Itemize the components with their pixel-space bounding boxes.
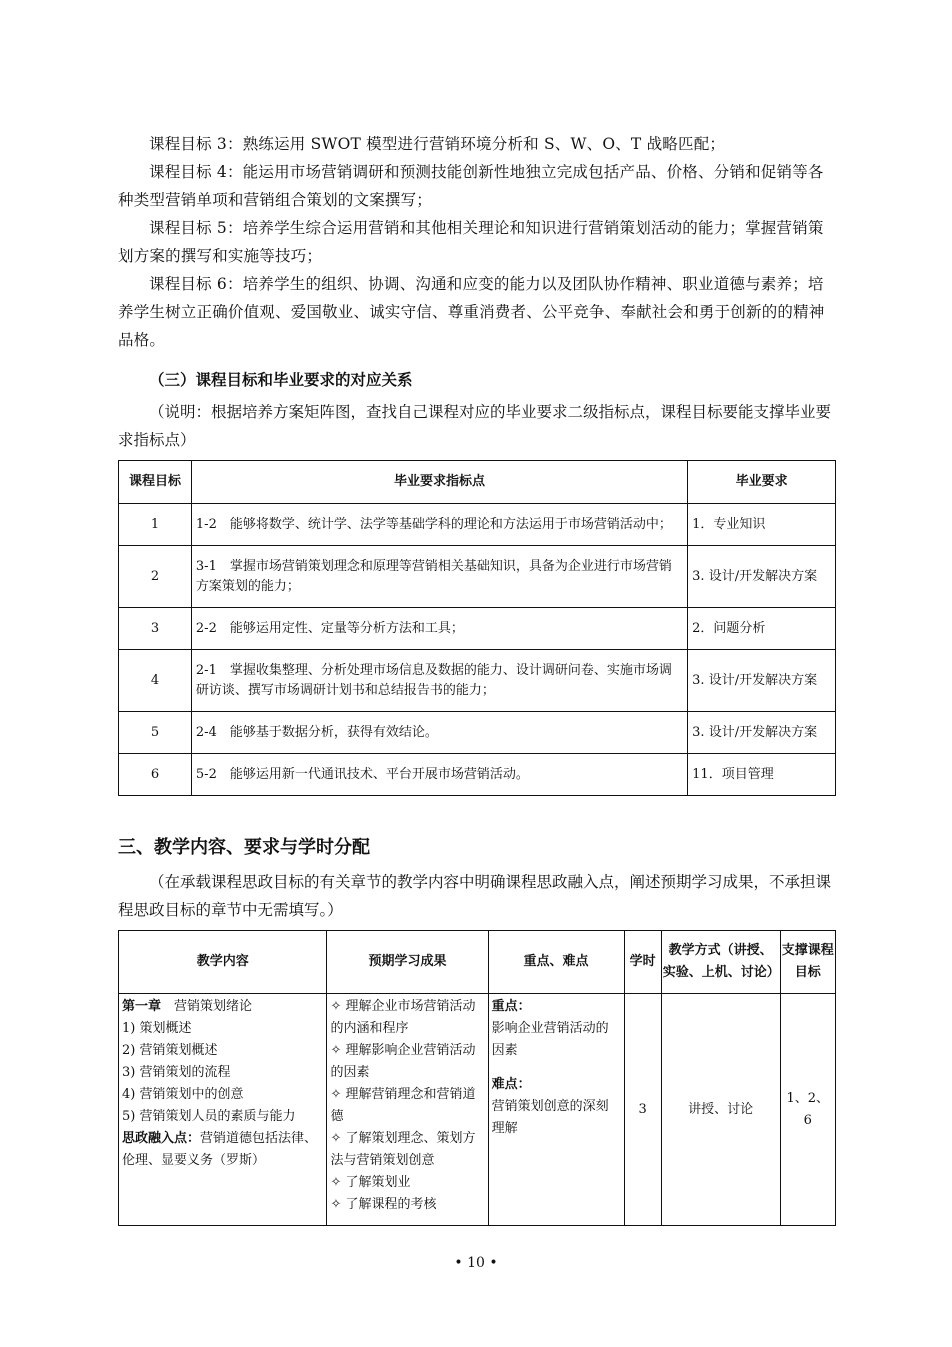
cell-outcomes (327, 994, 488, 1226)
cell-indicator: 2-1 掌握收集整理、分析处理市场信息及数据的能力、设计调研问卷、实施市场调研访谈、撰写市场调研计划书和总结报告书的能力； (191, 650, 687, 712)
header-targets: 支撑课程目标 (780, 931, 835, 994)
table-row (119, 608, 836, 650)
table-row (119, 650, 836, 712)
page-number: • 10 • (454, 1255, 498, 1271)
content-item: 5) 营销策划人员的素质与能力 (122, 1109, 296, 1124)
content-item: 3) 营销策划的流程 (122, 1065, 231, 1080)
content-item: 2) 营销策划概述 (122, 1043, 218, 1058)
outcome-item: ✧ 了解策划业 (330, 1175, 411, 1190)
outcome-item: ✧ 理解营销理念和营销道德 (330, 1087, 476, 1124)
cell-requirement: 11．项目管理 (688, 754, 836, 796)
cell-indicator: 3-1 掌握市场营销策划理念和原理等营销相关基础知识，具备为企业进行市场营销方案策划的能力； (191, 546, 687, 608)
header-outcomes: 预期学习成果 (327, 931, 488, 994)
table-row (119, 504, 836, 546)
cell-requirement: 3. 设计/开发解决方案 (688, 650, 836, 712)
cell-goal: 5 (119, 712, 192, 754)
cell-requirement: 1．专业知识 (688, 504, 836, 546)
difficult-text: 营销策划创意的深刻理解 (491, 1099, 609, 1136)
ideology-label: 思政融入点： (122, 1131, 201, 1146)
content-item: 1) 策划概述 (122, 1021, 192, 1036)
goal-requirement-table (118, 460, 836, 796)
cell-key-points (488, 994, 624, 1226)
cell-indicator: 5-2 能够运用新一代通讯技术、平台开展市场营销活动。 (191, 754, 687, 796)
cell-goal: 1 (119, 504, 192, 546)
section-note-goal-mapping: （说明：根据培养方案矩阵图，查找自己课程对应的毕业要求二级指标点，课程目标要能支撑毕业要求指标点） (118, 403, 832, 449)
goal-3: 课程目标 3：熟练运用 SWOT 模型进行营销环境分析和 S、W、O、T 战略匹配； (149, 135, 726, 153)
part-heading-teaching-content: 三、教学内容、要求与学时分配 (118, 837, 370, 858)
outcome-item: ✧ 了解策划理念、策划方法与营销策划创意 (330, 1131, 476, 1168)
goal-6: 课程目标 6：培养学生的组织、协调、沟通和应变的能力以及团队协作精神、职业道德与素养；培养学生树立正确价值观、爱国敬业、诚实守信、尊重消费者、公平竞争、奉献社会和勇于创新的的精神品格。 (118, 275, 825, 349)
key-label: 重点： (491, 999, 531, 1014)
table-header-row (119, 931, 836, 994)
cell-targets: 1、2、6 (780, 994, 835, 1226)
header-requirement: 毕业要求 (688, 461, 836, 504)
header-method: 教学方式（讲授、实验、上机、讨论） (661, 931, 780, 994)
cell-goal: 6 (119, 754, 192, 796)
cell-requirement: 2．问题分析 (688, 608, 836, 650)
cell-goal: 3 (119, 608, 192, 650)
outcome-item: ✧ 了解课程的考核 (330, 1197, 437, 1212)
header-goal: 课程目标 (119, 461, 192, 504)
cell-indicator: 1-2 能够将数学、统计学、法学等基础学科的理论和方法运用于市场营销活动中； (191, 504, 687, 546)
table-row (119, 754, 836, 796)
key-text: 影响企业营销活动的因素 (491, 1021, 609, 1058)
section-heading-goal-mapping: （三）课程目标和毕业要求的对应关系 (149, 371, 413, 389)
cell-indicator: 2-4 能够基于数据分析，获得有效结论。 (191, 712, 687, 754)
table-row (119, 994, 836, 1226)
outcome-item: ✧ 理解企业市场营销活动的内涵和程序 (330, 999, 476, 1036)
table-header-row (119, 461, 836, 504)
header-content: 教学内容 (119, 931, 327, 994)
part-note-teaching-content: （在承载课程思政目标的有关章节的教学内容中明确课程思政融入点，阐述预期学习成果，不承担课程思政目标的章节中无需填写。） (118, 873, 832, 919)
cell-content (119, 994, 327, 1226)
teaching-content-table (118, 930, 836, 1226)
table-row (119, 546, 836, 608)
header-hours: 学时 (624, 931, 661, 994)
cell-hours: 3 (624, 994, 661, 1226)
goal-5: 课程目标 5：培养学生综合运用营销和其他相关理论和知识进行营销策划活动的能力；掌握营销策划方案的撰写和实施等技巧； (118, 219, 824, 265)
header-indicator: 毕业要求指标点 (191, 461, 687, 504)
ideology-text: 营销道德包括法律、伦理、显要义务（罗斯） (122, 1131, 318, 1168)
header-key-points: 重点、难点 (488, 931, 624, 994)
cell-goal: 4 (119, 650, 192, 712)
cell-goal: 2 (119, 546, 192, 608)
cell-requirement: 3. 设计/开发解决方案 (688, 546, 836, 608)
difficult-label: 难点： (491, 1077, 531, 1092)
content-item: 4) 营销策划中的创意 (122, 1087, 244, 1102)
cell-method: 讲授、讨论 (661, 994, 780, 1226)
cell-requirement: 3. 设计/开发解决方案 (688, 712, 836, 754)
outcome-item: ✧ 理解影响企业营销活动的因素 (330, 1043, 476, 1080)
goal-4: 课程目标 4：能运用市场营销调研和预测技能创新性地独立完成包括产品、价格、分销和促销等各种类型营销单项和营销组合策划的文案撰写； (118, 163, 824, 209)
document-page (118, 130, 834, 1226)
table-row (119, 712, 836, 754)
chapter-label: 第一章 (122, 999, 162, 1014)
chapter-title: 营销策划绪论 (161, 999, 253, 1014)
cell-indicator: 2-2 能够运用定性、定量等分析方法和工具； (191, 608, 687, 650)
